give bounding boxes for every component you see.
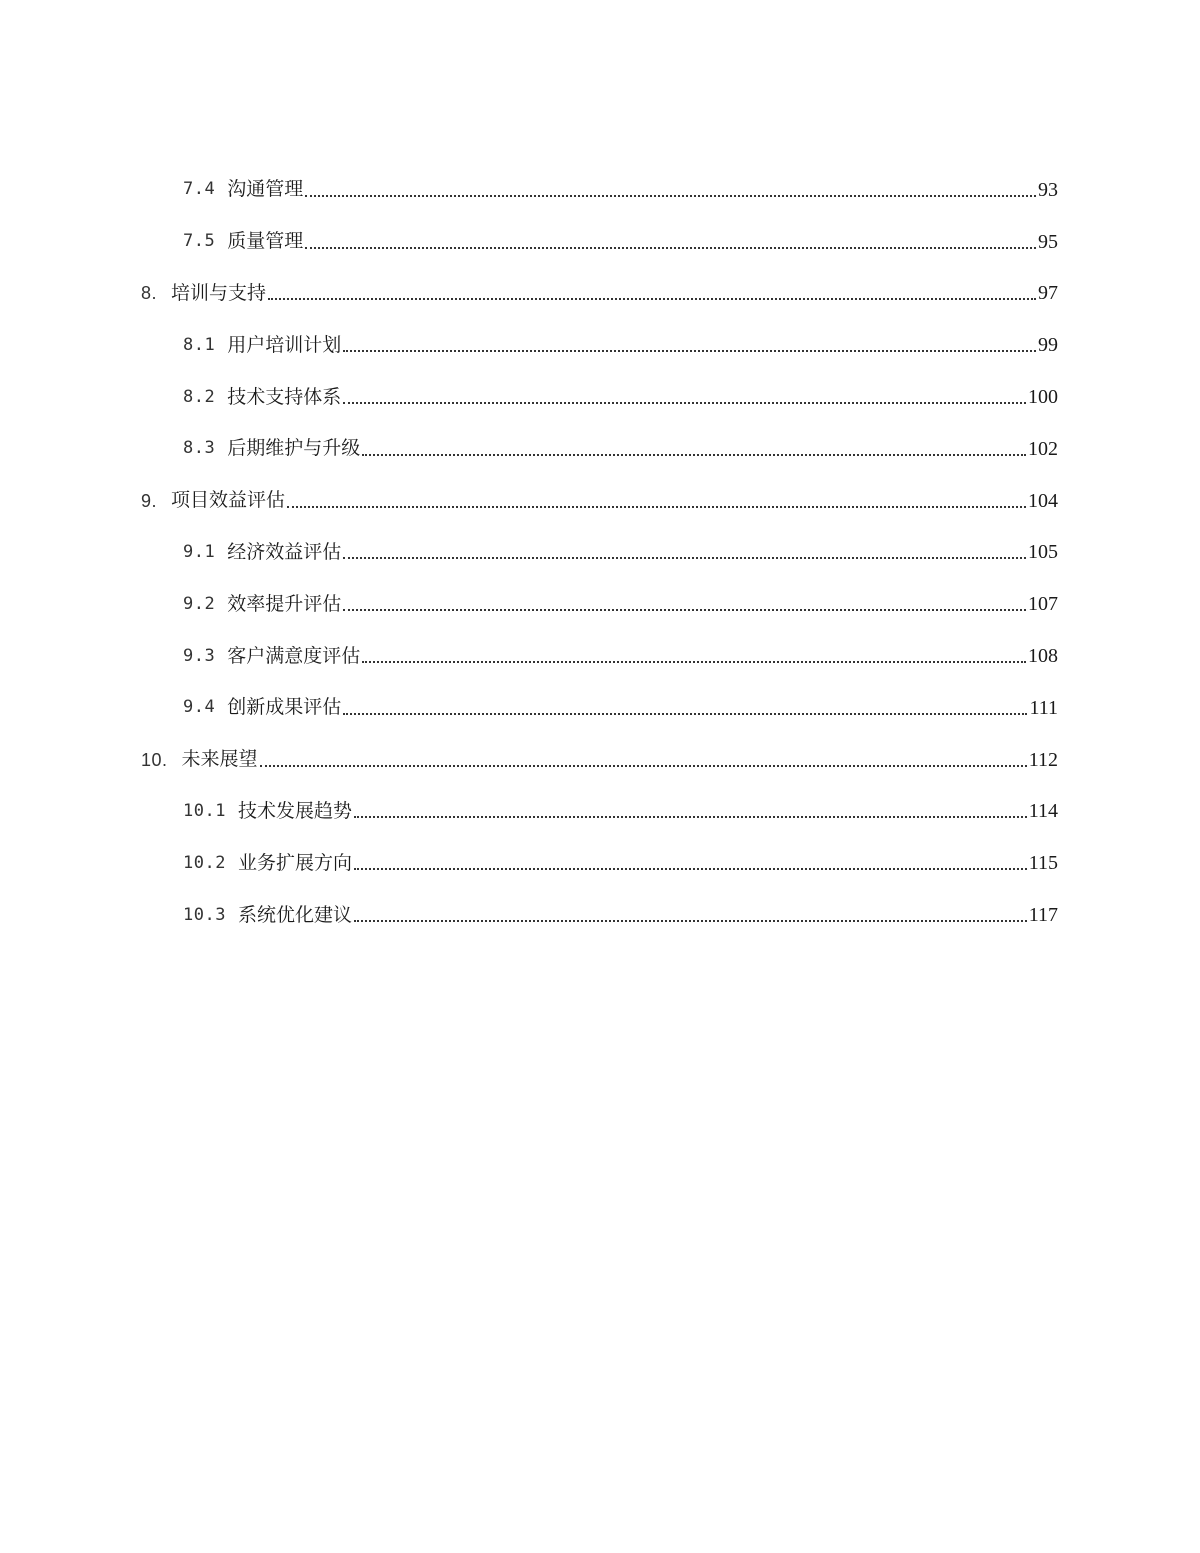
- toc-entry-9[interactable]: [0, 475, 1200, 527]
- dot-leader: [362, 661, 1026, 663]
- toc-entry-title: 客户满意度评估: [227, 644, 361, 667]
- toc-entry-number: 10.1: [183, 800, 226, 821]
- toc-entry-number: 10.3: [183, 904, 226, 925]
- toc-entry-page: 95: [1038, 230, 1058, 253]
- toc-entry-10-2[interactable]: [0, 837, 1200, 889]
- toc-entry-8-3[interactable]: [0, 423, 1200, 475]
- toc-entry-10-1[interactable]: [0, 786, 1200, 838]
- dot-leader: [362, 454, 1026, 456]
- toc-entry-number: 9.1: [183, 541, 216, 562]
- dot-leader: [343, 350, 1036, 352]
- dot-leader: [343, 713, 1027, 715]
- toc-entry-number: 8.1: [183, 334, 216, 355]
- toc-entry-title: 系统优化建议: [237, 903, 352, 926]
- toc-entry-page: 102: [1028, 437, 1058, 460]
- toc-entry-number: 7.5: [183, 231, 216, 252]
- toc-entry-title: 创新成果评估: [227, 696, 342, 719]
- toc-entry-title: 质量管理: [227, 230, 304, 253]
- dot-leader: [354, 868, 1027, 870]
- toc-entry-title: 用户培训计划: [227, 333, 342, 356]
- dot-leader: [343, 609, 1026, 611]
- toc-entry-number: 10.: [141, 749, 168, 770]
- toc-entry-9-1[interactable]: [0, 527, 1200, 579]
- toc-entry-page: 112: [1028, 748, 1058, 771]
- toc-entry-number: 9.4: [183, 697, 216, 718]
- dot-leader: [305, 195, 1036, 197]
- toc-entry-page: 93: [1038, 178, 1058, 201]
- toc-entry-title: 后期维护与升级: [227, 437, 361, 460]
- toc-entry-page: 100: [1028, 386, 1058, 409]
- toc-entry-number: 8.2: [183, 386, 216, 407]
- toc-entry-number: 8.: [141, 283, 158, 304]
- toc-entry-number: 9.3: [183, 645, 216, 666]
- toc-entry-8[interactable]: [0, 268, 1200, 320]
- toc-entry-page: 104: [1028, 489, 1058, 512]
- toc-entry-title: 未来展望: [181, 748, 258, 771]
- toc-entry-title: 业务扩展方向: [237, 851, 352, 874]
- toc-entry-title: 经济效益评估: [227, 540, 342, 563]
- toc-entry-page: 107: [1028, 593, 1058, 616]
- toc-entry-9-2[interactable]: [0, 578, 1200, 630]
- toc-entry-page: 117: [1028, 904, 1058, 927]
- toc-entry-9-3[interactable]: [0, 630, 1200, 682]
- toc-entry-title: 项目效益评估: [171, 489, 286, 512]
- toc-entry-number: 8.3: [183, 438, 216, 459]
- toc-entry-8-2[interactable]: [0, 371, 1200, 423]
- toc-entry-page: 105: [1028, 541, 1058, 564]
- toc-entry-page: 108: [1028, 645, 1058, 668]
- dot-leader: [354, 816, 1027, 818]
- toc-entry-number: 10.2: [183, 852, 226, 873]
- dot-leader: [354, 920, 1027, 922]
- dot-leader: [287, 506, 1026, 508]
- toc-entry-page: 114: [1028, 800, 1058, 823]
- toc-entry-page: 115: [1028, 852, 1058, 875]
- dot-leader: [268, 298, 1036, 300]
- toc-entry-number: 9.: [141, 490, 158, 511]
- toc-entry-number: 7.4: [183, 179, 216, 200]
- table-of-contents: [0, 164, 1200, 941]
- toc-entry-title: 培训与支持: [171, 281, 267, 304]
- dot-leader: [260, 765, 1027, 767]
- toc-entry-7-5[interactable]: [0, 216, 1200, 268]
- dot-leader: [343, 557, 1026, 559]
- toc-entry-title: 沟通管理: [227, 178, 304, 201]
- toc-entry-page: 99: [1038, 334, 1058, 357]
- toc-entry-10[interactable]: [0, 734, 1200, 786]
- toc-entry-title: 技术发展趋势: [237, 799, 352, 822]
- toc-entry-title: 技术支持体系: [227, 385, 342, 408]
- dot-leader: [305, 247, 1036, 249]
- toc-entry-page: 111: [1029, 696, 1058, 719]
- toc-entry-page: 97: [1038, 282, 1058, 305]
- toc-entry-10-3[interactable]: [0, 889, 1200, 941]
- toc-entry-9-4[interactable]: [0, 682, 1200, 734]
- dot-leader: [343, 402, 1026, 404]
- toc-entry-title: 效率提升评估: [227, 592, 342, 615]
- toc-entry-8-1[interactable]: [0, 319, 1200, 371]
- toc-entry-number: 9.2: [183, 593, 216, 614]
- toc-entry-7-4[interactable]: [0, 164, 1200, 216]
